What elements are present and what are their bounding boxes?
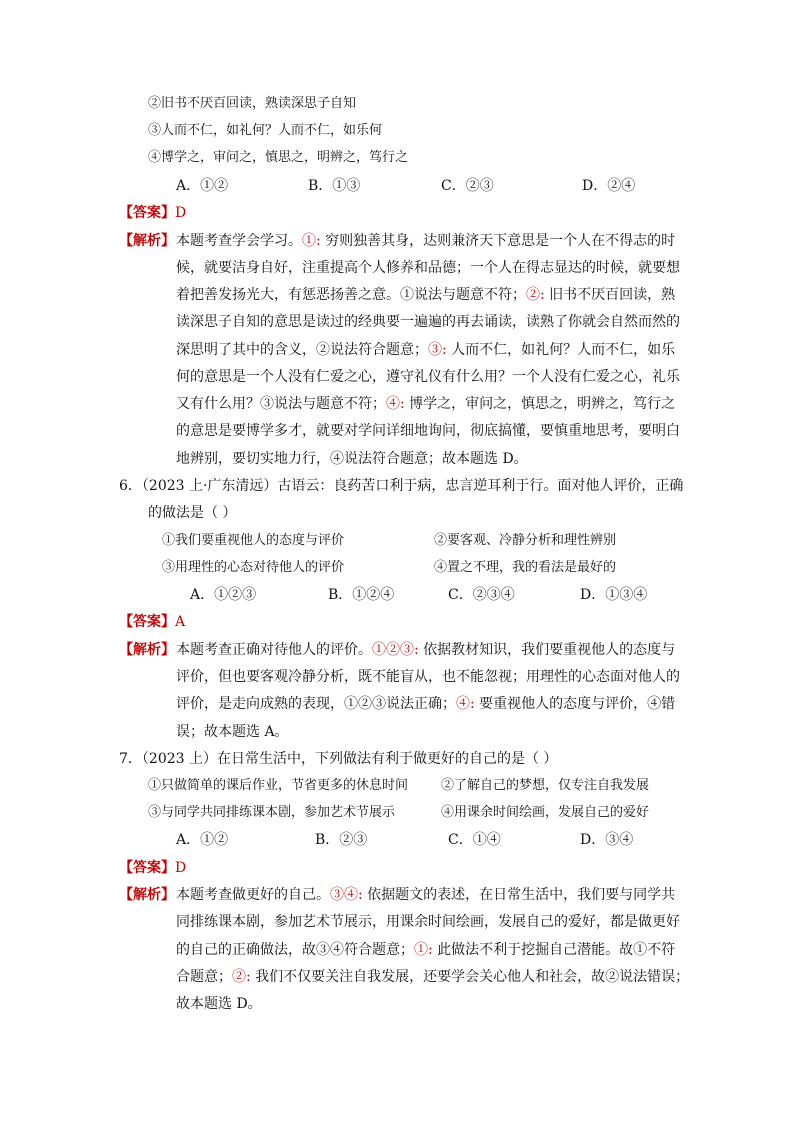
analysis-text: 要重视他人的态度与评价，④错 bbox=[474, 696, 676, 712]
q5-analysis-tag bbox=[119, 231, 175, 251]
q7-analysis-line bbox=[176, 994, 262, 1014]
q7-choice-a: A．①② bbox=[176, 832, 229, 848]
analysis-text: 本题考查学会学习。 bbox=[176, 233, 302, 249]
q6-choice-b: B．①②④ bbox=[328, 587, 395, 603]
q5-analysis-line bbox=[176, 421, 680, 441]
answer-value: D bbox=[175, 860, 187, 876]
q5-analysis-line bbox=[176, 258, 680, 278]
analysis-marker: ③④: bbox=[330, 887, 363, 903]
analysis-marker: ④: bbox=[386, 396, 405, 412]
q6-analysis-line bbox=[176, 640, 675, 660]
analysis-text: 我们不仅要关注自我发展，还要学会关心他人和社会，故②说法错误； bbox=[250, 969, 690, 985]
q5-choice-b: B．①③ bbox=[308, 178, 361, 194]
analysis-text: 故本题选 D。 bbox=[176, 996, 262, 1012]
q5-analysis-line bbox=[176, 340, 675, 360]
q7-choice-b: B．②③ bbox=[315, 832, 368, 848]
analysis-text: 评价，是走向成熟的表现，①②③说法正确； bbox=[176, 696, 456, 712]
q6-analysis-line bbox=[176, 667, 680, 687]
analysis-marker: ①②③: bbox=[372, 642, 419, 658]
analysis-text: 旧书不厌百回读，熟 bbox=[544, 287, 676, 303]
q5-analysis-line bbox=[176, 312, 680, 332]
analysis-tag: 【解析】 bbox=[119, 887, 175, 903]
q6-stem-line-2: 的做法是（ ） bbox=[148, 505, 237, 521]
q6-analysis-line bbox=[176, 722, 289, 742]
analysis-tag: 【解析】 bbox=[119, 642, 175, 658]
analysis-text: 着把善发扬光大，有惩恶扬善之意。①说法与题意不符； bbox=[176, 287, 526, 303]
q7-statement-1: ①只做简单的课后作业，节省更多的休息时间 bbox=[148, 778, 409, 793]
q7-answer bbox=[119, 858, 186, 878]
q5-answer bbox=[119, 203, 186, 223]
analysis-tag: 【解析】 bbox=[119, 233, 175, 249]
answer-value: A bbox=[175, 614, 186, 630]
analysis-text: 此做法不利于挖掘自己潜能。故①不符 bbox=[432, 942, 676, 958]
q7-analysis-line bbox=[176, 967, 689, 987]
q5-statement-4: ④博学之，审问之，慎思之，明辨之，笃行之 bbox=[148, 150, 409, 165]
analysis-marker: ①: bbox=[414, 942, 433, 958]
q6-analysis-line bbox=[176, 694, 675, 714]
analysis-text: 本题考查正确对待他人的评价。 bbox=[176, 642, 372, 658]
q5-analysis-line bbox=[176, 231, 675, 251]
analysis-text: 本题考查做更好的自己。 bbox=[176, 887, 330, 903]
q7-stem: 7．（2023 上）在日常生活中，下列做法有利于做更好的自己的是（ ） bbox=[119, 751, 558, 767]
analysis-text: 误；故本题选 A。 bbox=[176, 724, 289, 740]
analysis-marker: ②: bbox=[232, 969, 251, 985]
q7-statement-3: ③与同学共同排练课本剧，参加艺术节展示 bbox=[148, 805, 396, 820]
analysis-marker: ②: bbox=[526, 287, 545, 303]
analysis-text: 穷则独善其身，达则兼济天下意思是一个人在不得志的时 bbox=[320, 233, 676, 249]
answer-tag: 【答案】 bbox=[119, 205, 175, 221]
analysis-text: 依据教材知识，我们要重视他人的态度与 bbox=[418, 642, 676, 658]
q5-choice-c: C．②③ bbox=[441, 178, 494, 194]
q6-statement-1: ①我们要重视他人的态度与评价 bbox=[162, 533, 345, 548]
q7-choice-c: C．①④ bbox=[448, 832, 501, 848]
q5-analysis-line bbox=[176, 367, 680, 387]
analysis-text: 的意思是要博学多才，就要对学问详细地询问，彻底搞懂，要慎重地思考，要明白 bbox=[176, 423, 680, 439]
q7-analysis-line bbox=[176, 940, 675, 960]
q5-statement-2: ②旧书不厌百回读，熟读深思子自知 bbox=[148, 96, 357, 111]
q7-statement-4: ④用课余时间绘画，发展自己的爱好 bbox=[441, 805, 650, 820]
analysis-text: 深思明了其中的含义，②说法符合题意； bbox=[176, 342, 428, 358]
q7-analysis-line bbox=[176, 912, 680, 932]
q5-analysis-line bbox=[176, 285, 675, 305]
analysis-text: 依据题文的表述，在日常生活中，我们要与同学共 bbox=[362, 887, 676, 903]
analysis-text: 合题意； bbox=[176, 969, 232, 985]
q5-analysis-line bbox=[176, 394, 675, 414]
analysis-marker: ④: bbox=[456, 696, 475, 712]
q5-choice-d: D．②④ bbox=[582, 178, 636, 194]
q5-analysis-line bbox=[176, 449, 528, 469]
q7-analysis-line bbox=[176, 885, 675, 905]
q6-choice-d: D．①③④ bbox=[580, 587, 648, 603]
q6-analysis-tag bbox=[119, 640, 175, 660]
q6-choice-c: C．②③④ bbox=[448, 587, 515, 603]
analysis-marker: ①: bbox=[302, 233, 321, 249]
q7-statement-2: ②了解自己的梦想，仅专注自我发展 bbox=[441, 778, 650, 793]
analysis-text: 候，就要洁身自好，注重提高个人修养和品德；一个人在得志显达的时候，就要想 bbox=[176, 260, 680, 276]
analysis-text: 博学之，审问之，慎思之，明辨之，笃行之 bbox=[404, 396, 676, 412]
analysis-text: 读深思子自知的意思是读过的经典要一遍遍的再去诵读，读熟了你就会自然而然的 bbox=[176, 314, 680, 330]
analysis-text: 评价，但也要客观冷静分析，既不能盲从，也不能忽视；用理性的心态面对他人的 bbox=[176, 669, 680, 685]
analysis-text: 地辨别，要切实地力行，④说法符合题意；故本题选 D。 bbox=[176, 451, 528, 467]
analysis-text: 人而不仁，如礼何？人而不仁，如乐 bbox=[446, 342, 676, 358]
q6-statement-3: ③用理性的心态对待他人的评价 bbox=[162, 560, 345, 575]
q6-statement-4: ④置之不理，我的看法是最好的 bbox=[434, 560, 617, 575]
q6-choice-a: A．①②③ bbox=[190, 587, 257, 603]
analysis-text: 同排练课本剧，参加艺术节展示，用课余时间绘画，发展自己的爱好，都是做更好 bbox=[176, 914, 680, 930]
answer-tag: 【答案】 bbox=[119, 860, 175, 876]
q6-stem-line-1: 6．（2023 上·广东清远）古语云：良药苦口利于病，忠言逆耳利于行。面对他人评价，正确 bbox=[119, 478, 684, 494]
analysis-text: 的自己的正确做法，故③④符合题意； bbox=[176, 942, 414, 958]
q7-choice-d: D．③④ bbox=[580, 832, 634, 848]
q5-statement-3: ③人而不仁，如礼何？人而不仁，如乐何 bbox=[148, 123, 383, 138]
answer-value: D bbox=[175, 205, 187, 221]
analysis-text: 何的意思是一个人没有仁爱之心，遵守礼仪有什么用？一个人没有仁爱之心，礼乐 bbox=[176, 369, 680, 385]
q5-choice-a: A．①② bbox=[176, 178, 229, 194]
q6-answer bbox=[119, 612, 185, 632]
analysis-marker: ③: bbox=[428, 342, 447, 358]
analysis-text: 又有什么用？③说法与题意不符； bbox=[176, 396, 386, 412]
q6-statement-2: ②要客观、冷静分析和理性辨别 bbox=[434, 533, 617, 548]
answer-tag: 【答案】 bbox=[119, 614, 175, 630]
q7-analysis-tag bbox=[119, 885, 175, 905]
